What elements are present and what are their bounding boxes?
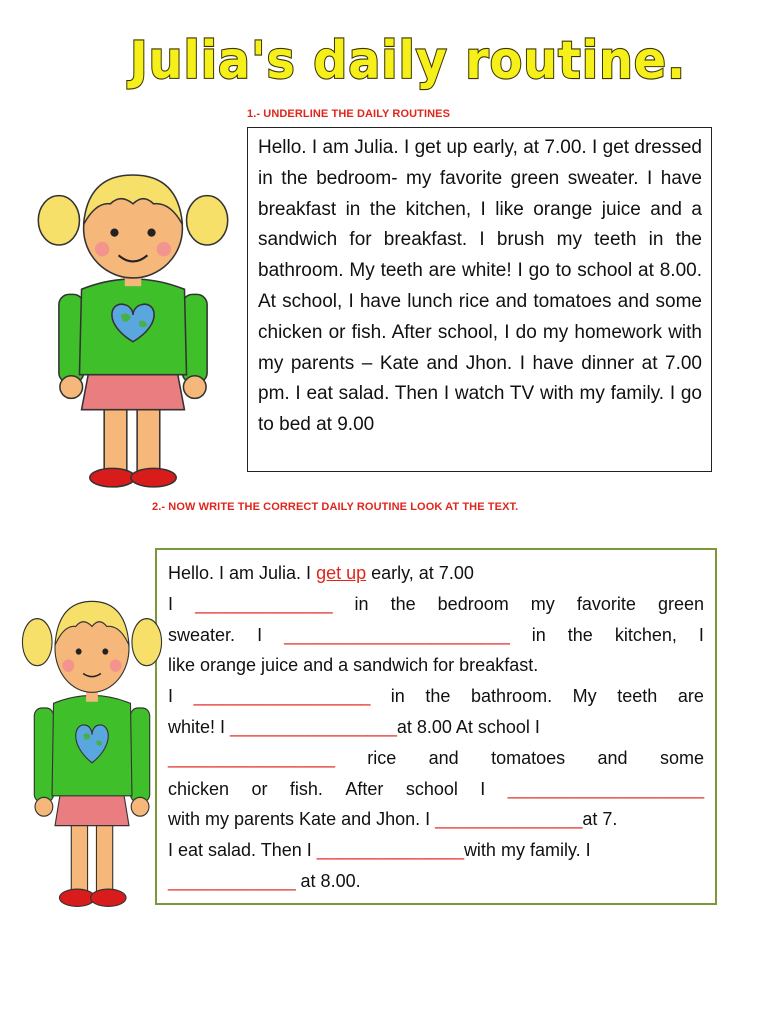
word: green — [657, 593, 704, 614]
word: the — [390, 593, 416, 614]
girl-illustration — [28, 140, 238, 490]
instruction-underline: 1.- UNDERLINE THE DAILY ROUTINES — [247, 108, 451, 120]
word: kitchen, — [614, 624, 677, 645]
answer-blank[interactable]: __________________ — [193, 686, 371, 707]
instruction-write: 2.- NOW WRITE THE CORRECT DAILY ROUTINE LOOK AT THE TEXT. — [152, 501, 519, 513]
fill-line-3 — [168, 620, 704, 651]
word: bedroom — [437, 593, 509, 614]
text-segment: I eat salad. Then I — [168, 840, 317, 861]
word: in — [354, 593, 369, 614]
text-segment: with my parents Kate and Jhon. I — [168, 809, 436, 830]
word: are — [677, 686, 704, 707]
word: I — [480, 778, 486, 799]
example-answer: get up — [316, 563, 367, 583]
answer-blank[interactable]: _____________ — [168, 870, 296, 891]
text-segment: at 8.00. — [295, 870, 361, 891]
text-segment: early, at 7.00 — [366, 563, 474, 583]
word: and — [597, 747, 628, 768]
word: I — [168, 593, 174, 614]
word: After — [345, 778, 384, 799]
answer-blank[interactable]: _________________ — [168, 747, 335, 768]
fill-line-9 — [168, 804, 704, 835]
text-segment: with my family. I — [463, 840, 591, 861]
word: sweater. — [168, 624, 236, 645]
word: bathroom. — [471, 686, 553, 707]
word: in — [531, 624, 546, 645]
answer-blank[interactable]: _______________ — [435, 809, 583, 830]
word: some — [659, 747, 704, 768]
word: tomatoes — [491, 747, 566, 768]
word: school — [405, 778, 458, 799]
word: I — [168, 686, 174, 707]
fill-line-5 — [168, 681, 704, 712]
fill-line-1 — [168, 558, 704, 589]
word: in — [390, 686, 405, 707]
answer-blank[interactable]: _______________________ — [284, 624, 510, 645]
reading-text: Hello. I am Julia. I get up early, at 7.00. I get dressed in the bedroom- my favorite green sweater. I have breakfast in the kitchen, I like orange juice and a sandwich for breakfast. I brush my teeth in the bathroom. My teeth are white! I go to school at 8.00. At school, I have lunch rice and tomatoes and some chicken or fish. After school, I do my homework with my parents – Kate and Jhon. I have dinner at 7.00 pm. I eat salad. Then I watch TV with my family. I go to bed at 9.00 — [258, 137, 702, 436]
answer-blank[interactable]: ____________________ — [507, 778, 704, 799]
fill-line-7 — [168, 743, 704, 774]
fill-line-11 — [168, 866, 704, 897]
fill-line-6 — [168, 712, 704, 743]
fill-line-10 — [168, 835, 704, 866]
word: I — [698, 624, 704, 645]
fill-line-4: like orange juice and a sandwich for breakfast. — [168, 655, 539, 676]
word: My — [572, 686, 597, 707]
word: the — [567, 624, 593, 645]
fill-line-2 — [168, 589, 704, 620]
answer-blank[interactable]: _______________ — [316, 840, 464, 861]
word: I — [257, 624, 263, 645]
answer-blank[interactable]: ______________ — [195, 593, 333, 614]
word: favorite — [576, 593, 636, 614]
reading-text-box — [247, 127, 712, 472]
fill-in-box — [155, 548, 717, 905]
word: rice — [367, 747, 397, 768]
word: fish. — [289, 778, 323, 799]
fill-line-8 — [168, 774, 704, 805]
word: or — [251, 778, 268, 799]
text-segment: at 7. — [582, 809, 618, 830]
word: and — [428, 747, 459, 768]
worksheet-title — [118, 26, 698, 96]
girl-illustration — [18, 570, 166, 915]
word: chicken — [168, 778, 230, 799]
text-segment: white! I — [168, 716, 231, 737]
text-segment: Hello. I am Julia. I — [168, 563, 317, 583]
title-text: Julia's daily routine. — [127, 31, 687, 91]
word: the — [425, 686, 451, 707]
answer-blank[interactable]: _________________ — [230, 716, 397, 737]
word: teeth — [617, 686, 658, 707]
text-segment: at 8.00 At school I — [396, 716, 540, 737]
word: my — [530, 593, 555, 614]
